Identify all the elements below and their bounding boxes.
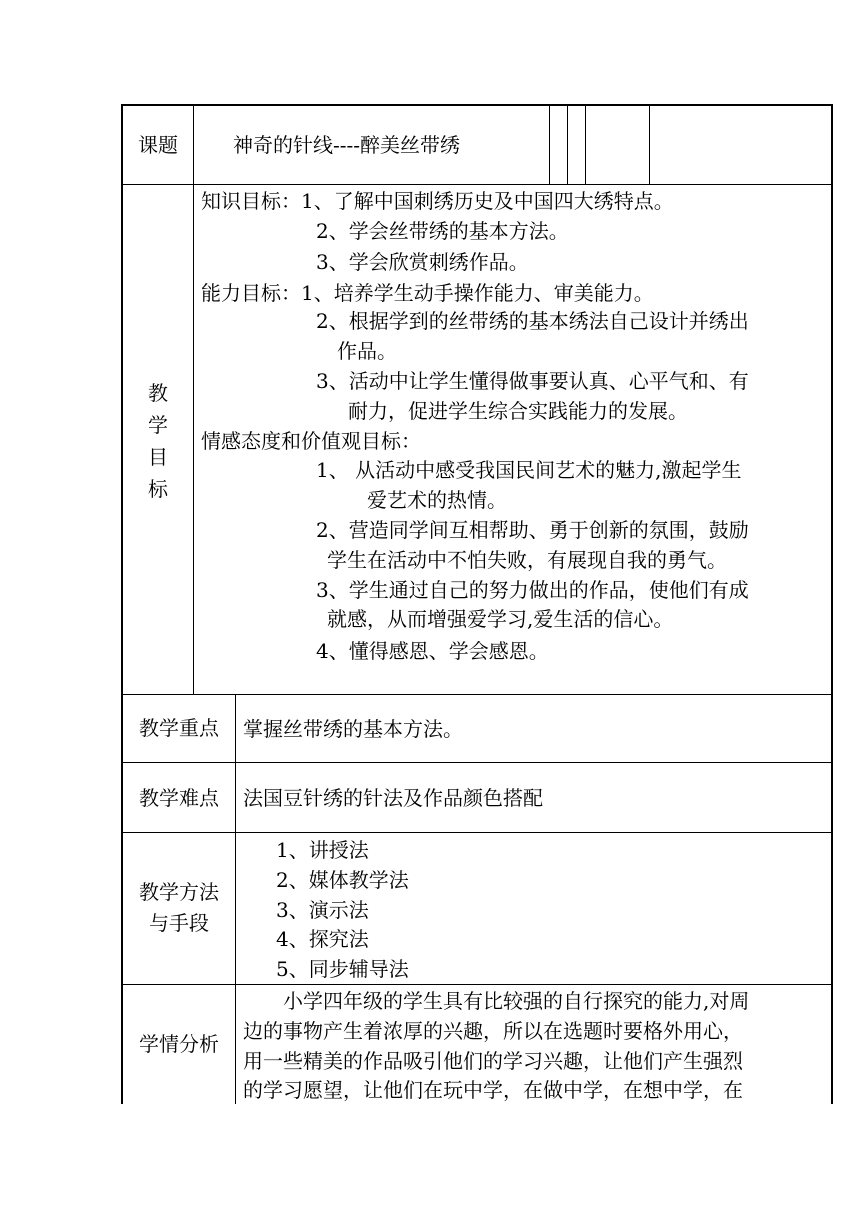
analysis-line: 边的事物产生着浓厚的兴趣，所以在选题时要格外用心， [243,1019,743,1043]
objective-line: 1、 从活动中感受我国民间艺术的魅力,激起学生 [316,458,742,482]
objective-line: 学生在活动中不怕失败，有展现自我的勇气。 [327,548,727,572]
key-points-label: 教学重点 [139,716,219,740]
analysis-line: 用一些精美的作品吸引他们的学习兴趣，让他们产生强烈 [243,1049,743,1073]
objective-line: 2、根据学到的丝带绣的基本绣法自己设计并绣出 [316,309,749,333]
row-divider [121,694,833,695]
cell-divider [649,104,650,185]
objective-line: 4、懂得感恩、学会感恩。 [316,639,549,663]
table-border-right [831,104,833,1104]
cell-divider [585,104,586,185]
objective-line: 情感态度和价值观目标： [201,429,421,453]
row-divider [121,762,833,763]
key-points-value: 掌握丝带绣的基本方法。 [243,717,463,741]
objective-line: 2、学会丝带绣的基本方法。 [316,219,569,243]
objective-line: 作品。 [337,339,397,363]
cell-divider [193,184,194,695]
row-divider [236,984,833,985]
cell-divider [235,694,236,1104]
objective-line: 3、活动中让学生懂得做事要认真、心平气和、有 [316,369,749,393]
methods-label-line: 教学方法 [139,880,219,904]
objectives-label-char: 学 [148,413,168,437]
table-border-left [121,104,123,1104]
objectives-label-char: 标 [148,477,168,501]
method-item: 3、演示法 [276,898,369,922]
lesson-title: 神奇的针线----醉美丝带绣 [233,133,461,157]
row-divider [121,184,833,185]
objectives-label-char: 目 [148,445,168,469]
methods-label [123,877,235,939]
table-border-top [121,104,833,106]
difficulties-label: 教学难点 [139,786,219,810]
method-item: 2、媒体教学法 [276,868,409,892]
objective-line: 耐力，促进学生综合实践能力的发展。 [348,399,688,423]
objective-line: 能力目标：1、培养学生动手操作能力、审美能力。 [201,281,654,305]
analysis-label: 学情分析 [139,1032,219,1056]
objectives-label-char: 教 [148,381,168,405]
cell-divider [567,104,568,185]
title-label: 课题 [138,133,178,157]
method-item: 1、讲授法 [276,838,369,862]
method-item: 4、探究法 [276,927,369,951]
row-divider [121,832,833,833]
objective-line: 3、学会欣赏刺绣作品。 [316,250,529,274]
methods-label-line: 与手段 [149,911,209,935]
method-item: 5、同步辅导法 [276,957,409,981]
row-divider [121,984,236,985]
cell-divider [549,104,550,185]
cell-divider [193,104,194,185]
objectives-label [142,377,174,505]
analysis-line: 小学四年级的学生具有比较强的自行探究的能力,对周 [283,989,750,1013]
analysis-line: 的学习愿望，让他们在玩中学，在做中学，在想中学，在 [243,1078,743,1102]
objective-line: 3、学生通过自己的努力做出的作品，使他们有成 [316,578,749,602]
objective-line: 就感，从而增强爱学习,爱生活的信心。 [327,607,674,631]
difficulties-value: 法国豆针绣的针法及作品颜色搭配 [243,786,543,810]
objective-line: 知识目标：1、了解中国刺绣历史及中国四大绣特点。 [201,189,674,213]
objective-line: 爱艺术的热情。 [367,488,507,512]
objective-line: 2、营造同学间互相帮助、勇于创新的氛围，鼓励 [316,518,749,542]
